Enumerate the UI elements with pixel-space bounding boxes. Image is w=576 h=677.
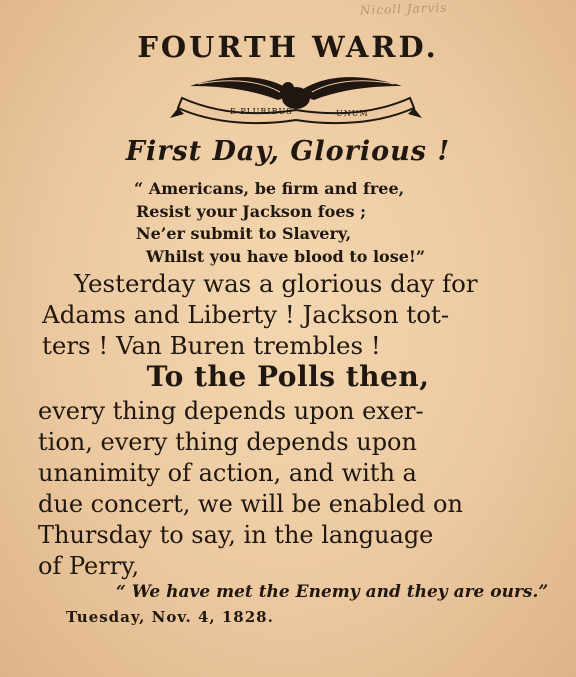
text-line: of Perry, xyxy=(38,552,140,580)
call-to-action-heading: To the Polls then, xyxy=(146,360,430,393)
text-line: Yesterday was a glorious day for xyxy=(74,269,478,298)
paragraph-one xyxy=(42,268,478,361)
eagle-icon xyxy=(168,64,424,128)
text-line: ters ! Van Buren trembles ! xyxy=(42,331,381,360)
paragraph-two xyxy=(38,396,463,582)
broadside-title: FOURTH WARD. xyxy=(137,30,439,64)
date-line: Tuesday, Nov. 4, 1828. xyxy=(66,608,274,626)
text-line: Thursday to say, in the language xyxy=(38,521,434,549)
verse-line: Ne’er submit to Slavery, xyxy=(136,224,352,243)
verse-line: Resist your Jackson foes ; xyxy=(136,201,366,221)
banner-text-right: UNUM xyxy=(336,109,369,118)
text-line: due concert, we will be enabled on xyxy=(38,490,463,518)
text-line: every thing depends upon exer- xyxy=(38,397,424,425)
verse-line: Whilst you have blood to lose!” xyxy=(146,246,426,266)
text-line: tion, every thing depends upon xyxy=(38,428,417,456)
verse-block xyxy=(134,178,425,268)
perry-quote: “ We have met the Enemy and they are ours.” xyxy=(116,582,549,602)
handwritten-annotation: Nicoll Jarvis xyxy=(359,0,448,18)
verse-line: “ Americans, be firm and free, xyxy=(134,179,405,198)
banner-text-left: E PLURIBUS xyxy=(230,107,293,116)
text-line: Adams and Liberty ! Jackson tot- xyxy=(42,300,450,329)
text-line: unanimity of action, and with a xyxy=(38,459,417,487)
broadside-subtitle: First Day, Glorious ! xyxy=(125,136,451,167)
